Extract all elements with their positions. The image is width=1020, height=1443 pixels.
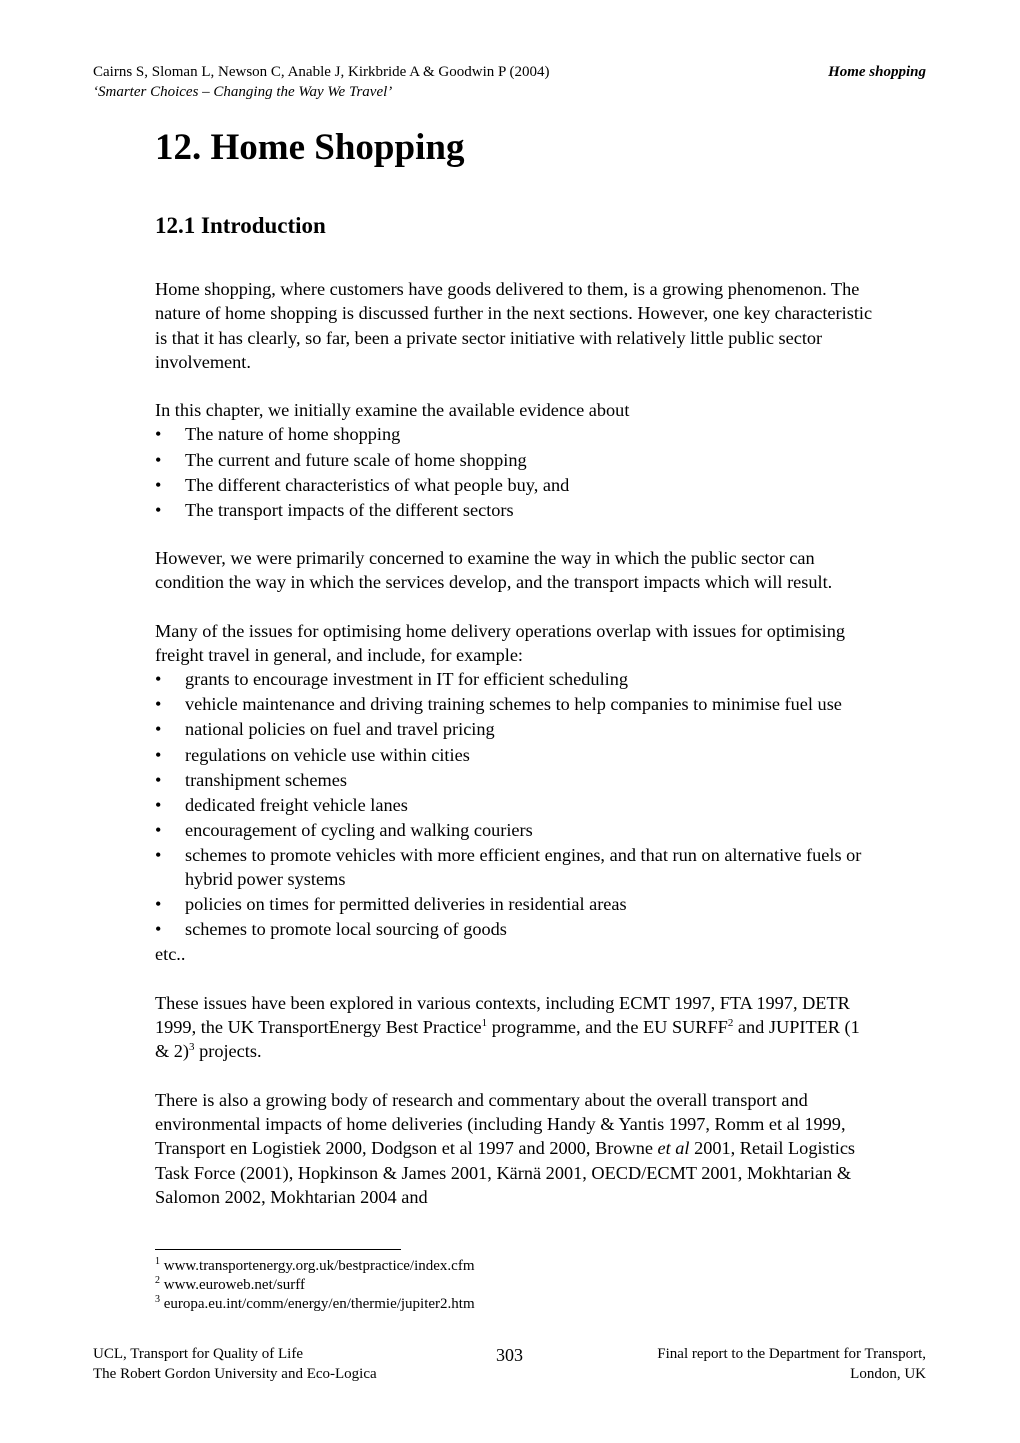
list-item: • policies on times for permitted deliveries in residential areas	[155, 892, 875, 916]
list-item: • transhipment schemes	[155, 768, 875, 792]
bullet-icon: •	[155, 719, 162, 740]
list-item: • national policies on fuel and travel pricing	[155, 717, 875, 741]
list-item: • The transport impacts of the different sectors	[155, 498, 875, 522]
page-number: 303	[496, 1345, 523, 1365]
main-content	[155, 122, 875, 1209]
paragraph-research: There is also a growing body of research and commentary about the overall transport and environmental impacts of home deliveries (including Handy & Yantis 1997, Romm et al 1999, Transport en Logistiek 2000, Dodgson et al 1997 and 2000, Browne et al 2001, Retail Logistics Task Force (2001), Hopkinson & James 2001, Kärnä 2001, OECD/ECMT 2001, Mokhtarian & Salomon 2002, Mokhtarian 2004 and	[155, 1089, 856, 1207]
footnotes	[155, 1257, 475, 1314]
footnote-link[interactable]: www.euroweb.net/surff	[163, 1277, 305, 1293]
paragraph-evidence-intro: In this chapter, we initially examine the available evidence about	[155, 400, 630, 421]
paragraph-issues-intro: Many of the issues for optimising home delivery operations overlap with issues for optimising freight travel in general, and include, for example:	[155, 620, 846, 665]
footer-right: Final report to the Department for Transport, London, UK	[657, 1346, 926, 1382]
bullet-icon: •	[155, 694, 162, 715]
footnote-link[interactable]: europa.eu.int/comm/energy/en/thermie/jupiter2.htm	[163, 1296, 475, 1312]
bullet-icon: •	[155, 669, 162, 690]
footer-left: UCL, Transport for Quality of Life The Robert Gordon University and Eco-Logica	[93, 1346, 377, 1382]
list-item: • encouragement of cycling and walking couriers	[155, 818, 875, 842]
running-header	[93, 62, 926, 102]
list-item: • schemes to promote local sourcing of goods	[155, 917, 875, 941]
bullet-icon: •	[155, 844, 162, 865]
list-item: • dedicated freight vehicle lanes	[155, 793, 875, 817]
header-running-title: Home shopping	[828, 64, 926, 80]
footnote-link[interactable]: www.transportenergy.org.uk/bestpractice/index.cfm	[163, 1258, 475, 1274]
footnote-ref-1[interactable]: 1	[481, 1016, 488, 1029]
issues-list	[155, 667, 875, 941]
bullet-icon: •	[155, 919, 162, 940]
list-item: • grants to encourage investment in IT for efficient scheduling	[155, 667, 875, 691]
footnote-item: $^2$ www.euroweb.net/surff	[155, 1275, 305, 1293]
paragraph-intro: Home shopping, where customers have goods delivered to them, is a growing phenomenon. The nature of home shopping is discussed further in the next sections. However, one key characteristic is that it has clearly, so far, been a private sector initiative with relatively little public sector involvement.	[155, 279, 873, 372]
page-footer	[93, 1344, 926, 1384]
list-item: • regulations on vehicle use within cities	[155, 743, 875, 767]
bullet-icon: •	[155, 474, 162, 495]
bullet-icon: •	[155, 769, 162, 790]
header-subtitle: ‘Smarter Choices – Changing the Way We Travel’	[93, 84, 393, 100]
bullet-icon: •	[155, 894, 162, 915]
chapter-title: 12. Home Shopping	[155, 127, 465, 168]
list-item: • The current and future scale of home shopping	[155, 448, 875, 472]
bullet-icon: •	[155, 794, 162, 815]
paragraph-contexts: These issues have been explored in various contexts, including ECMT 1997, FTA 1997, DETR 1999, the UK TransportEnergy Best Practice$^1$ programme, and the EU SURFF$^2$ and JUPITER (1 & 2)$^3$ projects.	[155, 992, 860, 1062]
bullet-icon: •	[155, 449, 162, 470]
paragraph-public-sector: However, we were primarily concerned to examine the way in which the public sector can condition the way in which the services develop, and the transport impacts which will result.	[155, 548, 833, 593]
list-item: • The nature of home shopping	[155, 422, 875, 446]
etc-text: etc..	[155, 944, 186, 965]
evidence-list	[155, 422, 875, 522]
bullet-icon: •	[155, 499, 162, 520]
footnote-ref-2[interactable]: 2	[727, 1016, 734, 1029]
footnote-item: $^1$ www.transportenergy.org.uk/bestpractice/index.cfm	[155, 1256, 475, 1274]
bullet-icon: •	[155, 744, 162, 765]
list-item: • schemes to promote vehicles with more efficient engines, and that run on alternative fuels or hybrid power systems	[155, 844, 862, 890]
list-item: • The different characteristics of what people buy, and	[155, 473, 875, 497]
header-citation: Cairns S, Sloman L, Newson C, Anable J, Kirkbride A & Goodwin P (2004)	[93, 64, 550, 80]
section-title: 12.1 Introduction	[155, 213, 326, 238]
footnote-item: $^3$ europa.eu.int/comm/energy/en/thermie/jupiter2.htm	[155, 1294, 475, 1312]
list-item: • vehicle maintenance and driving training schemes to help companies to minimise fuel use	[155, 692, 875, 716]
bullet-icon: •	[155, 424, 162, 445]
footnote-divider	[155, 1249, 401, 1250]
footnote-ref-3[interactable]: 3	[189, 1041, 195, 1054]
bullet-icon: •	[155, 819, 162, 840]
